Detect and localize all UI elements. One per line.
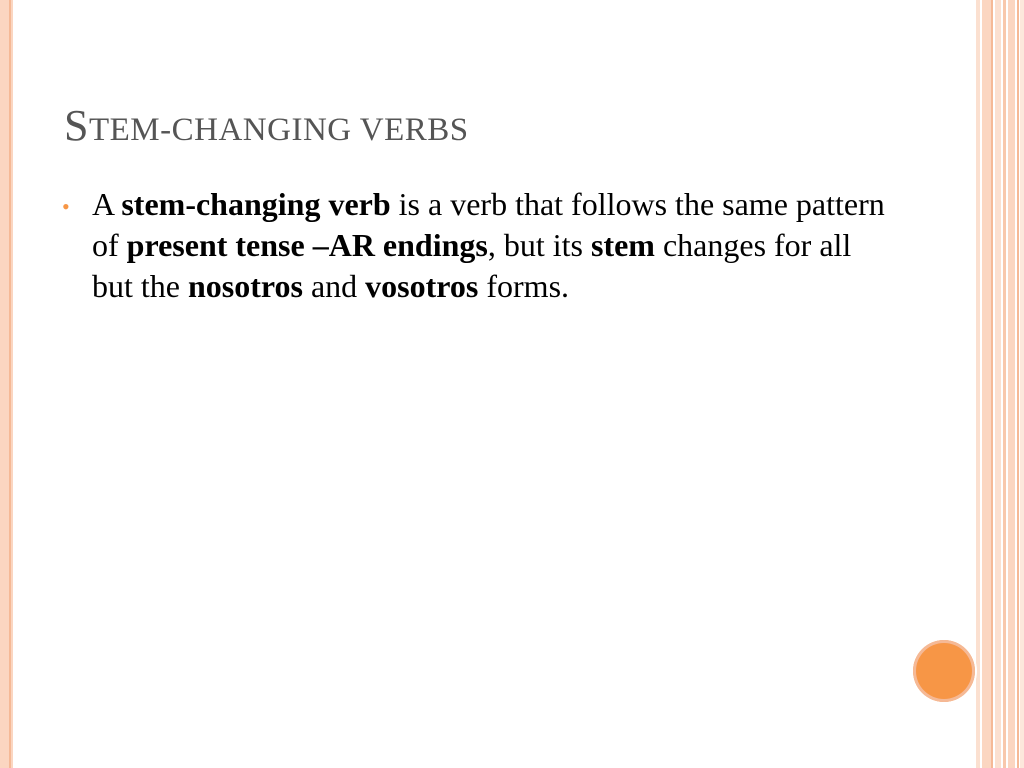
bullet-text xyxy=(92,186,885,304)
title-initial: S xyxy=(64,101,89,150)
stripe xyxy=(1008,0,1015,768)
bold-term: vosotros xyxy=(365,268,479,304)
text-segment: forms. xyxy=(478,268,570,304)
text-segment: , but its xyxy=(487,227,591,263)
decorative-circle xyxy=(913,640,975,702)
bold-term: nosotros xyxy=(187,268,303,304)
text-segment: and xyxy=(302,268,366,304)
left-border-band xyxy=(0,0,13,768)
text-segment: A xyxy=(92,186,122,222)
stripe xyxy=(991,0,993,768)
stripe xyxy=(976,0,980,768)
stripe xyxy=(1003,0,1006,768)
stripe xyxy=(995,0,1001,768)
bold-term: present tense –AR endings xyxy=(126,227,488,263)
slide-title xyxy=(64,102,469,150)
text-segment: is a verb that follows the same pattern of xyxy=(92,186,885,263)
stripe xyxy=(1017,0,1019,768)
text-segment: changes for all but the xyxy=(92,227,852,304)
right-stripe-decoration xyxy=(976,0,1024,768)
bullet-marker: • xyxy=(62,194,70,219)
bold-term: stem xyxy=(590,227,655,263)
stripe xyxy=(982,0,991,768)
title-rest: TEM-CHANGING VERBS xyxy=(88,112,469,148)
stripe xyxy=(1020,0,1024,768)
bold-term: stem-changing verb xyxy=(121,186,391,222)
bullet-list xyxy=(60,184,890,307)
bullet-item xyxy=(60,184,890,307)
